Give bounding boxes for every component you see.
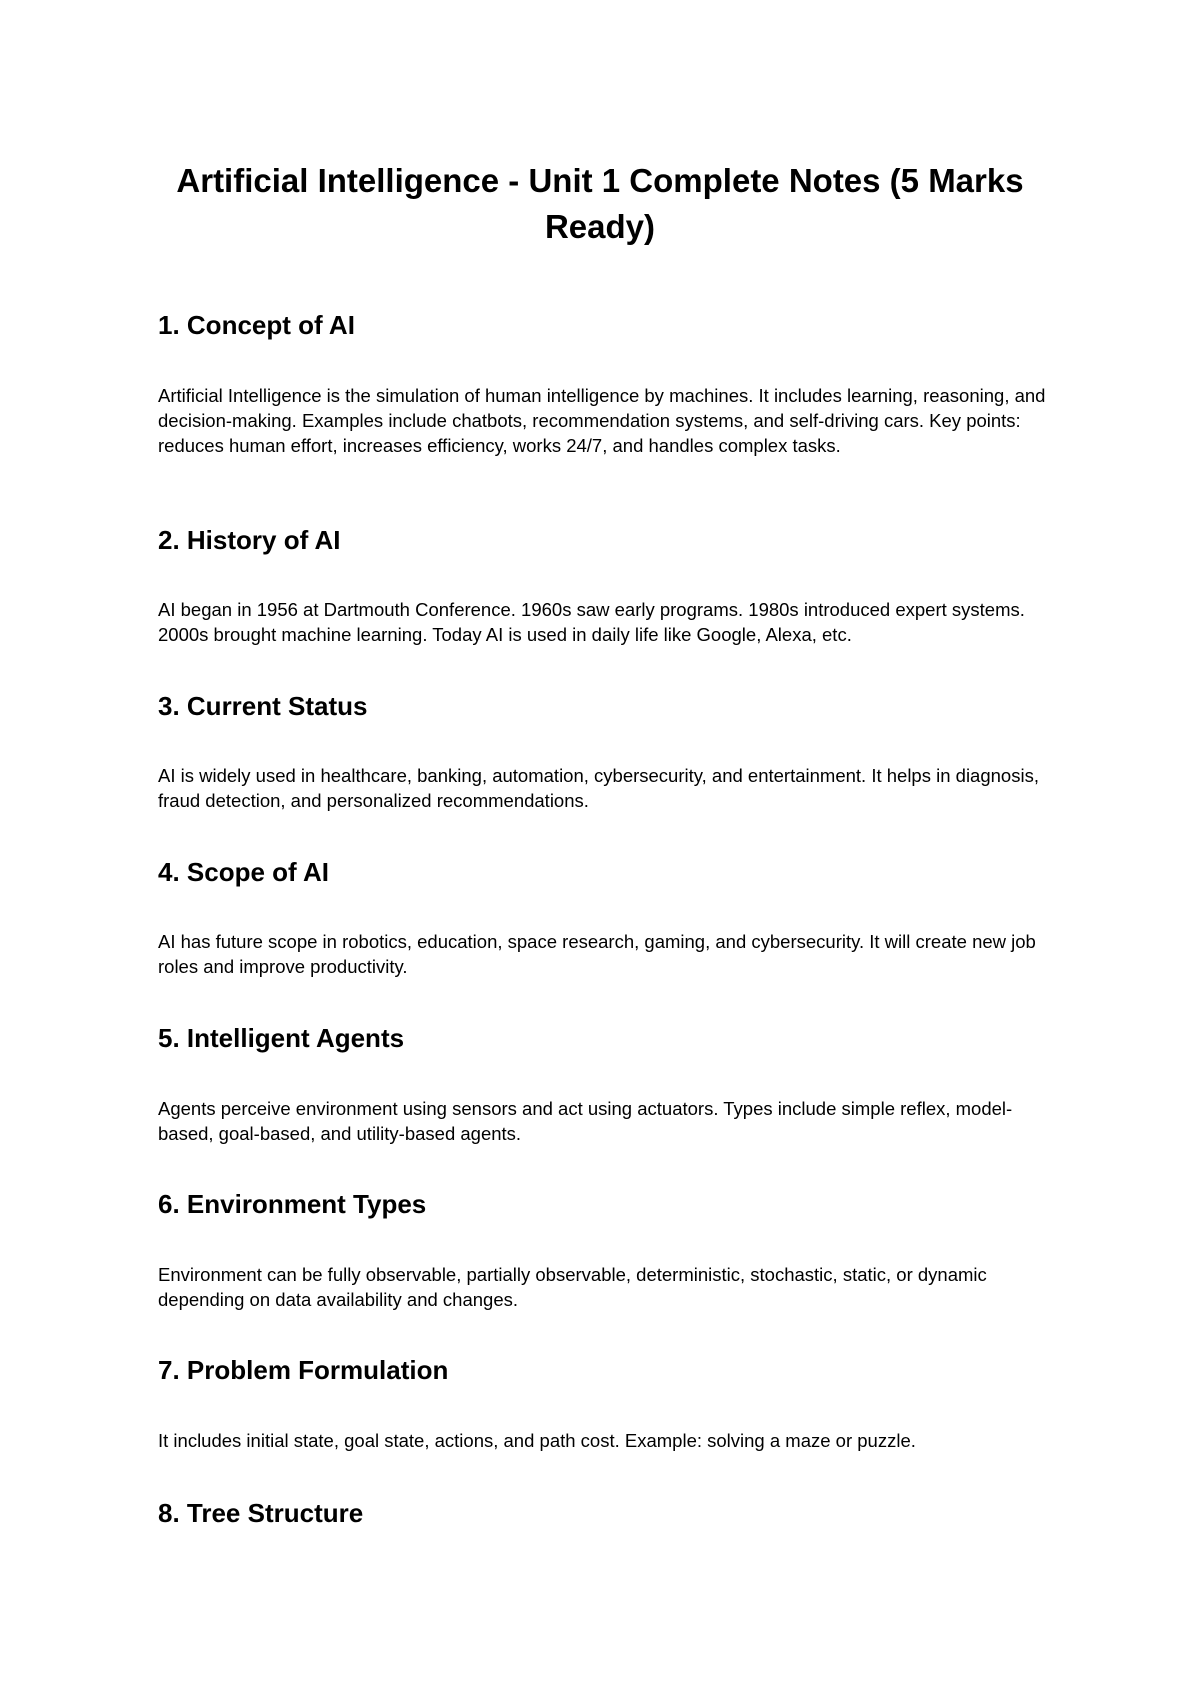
- section-body-environment-types: Environment can be fully observable, partially observable, deterministic, stochastic, static, or dynamic depending on data availability and changes.: [158, 1264, 987, 1310]
- section-heading-intelligent-agents: 5. Intelligent Agents: [158, 1023, 405, 1053]
- section-heading-current-status: 3. Current Status: [158, 691, 368, 721]
- section-body-history-of-ai: AI began in 1956 at Dartmouth Conference. 1960s saw early programs. 1980s introduced expert systems. 2000s brought machine learning. Today AI is used in daily life like Google, Alexa, etc.: [158, 599, 1025, 645]
- section-heading-concept-of-ai: 1. Concept of AI: [158, 310, 355, 340]
- section-body-intelligent-agents: Agents perceive environment using sensors and act using actuators. Types include simple reflex, model-based, goal-based, and utility-based agents.: [158, 1098, 1013, 1144]
- document-title: Artificial Intelligence - Unit 1 Complete Notes (5 Marks Ready): [176, 162, 1024, 245]
- section-body-scope-of-ai: AI has future scope in robotics, education, space research, gaming, and cybersecurity. It will create new job roles and improve productivity.: [158, 931, 1036, 977]
- section-body-concept-of-ai: Artificial Intelligence is the simulation of human intelligence by machines. It includes learning, reasoning, and decision-making. Examples include chatbots, recommendation systems, and self-driving cars. Key points: reduces human effort, increases efficiency, works 24/7, and handles complex tasks.: [158, 385, 1046, 456]
- section-heading-tree-structure: 8. Tree Structure: [158, 1498, 364, 1528]
- section-heading-environment-types: 6. Environment Types: [158, 1189, 427, 1219]
- section-body-problem-formulation: It includes initial state, goal state, actions, and path cost. Example: solving a maze or puzzle.: [158, 1430, 916, 1451]
- section-body-current-status: AI is widely used in healthcare, banking, automation, cybersecurity, and entertainment. It helps in diagnosis, fraud detection, and personalized recommendations.: [158, 765, 1039, 811]
- section-heading-scope-of-ai: 4. Scope of AI: [158, 857, 329, 887]
- section-heading-history-of-ai: 2. History of AI: [158, 525, 341, 555]
- section-heading-problem-formulation: 7. Problem Formulation: [158, 1355, 449, 1385]
